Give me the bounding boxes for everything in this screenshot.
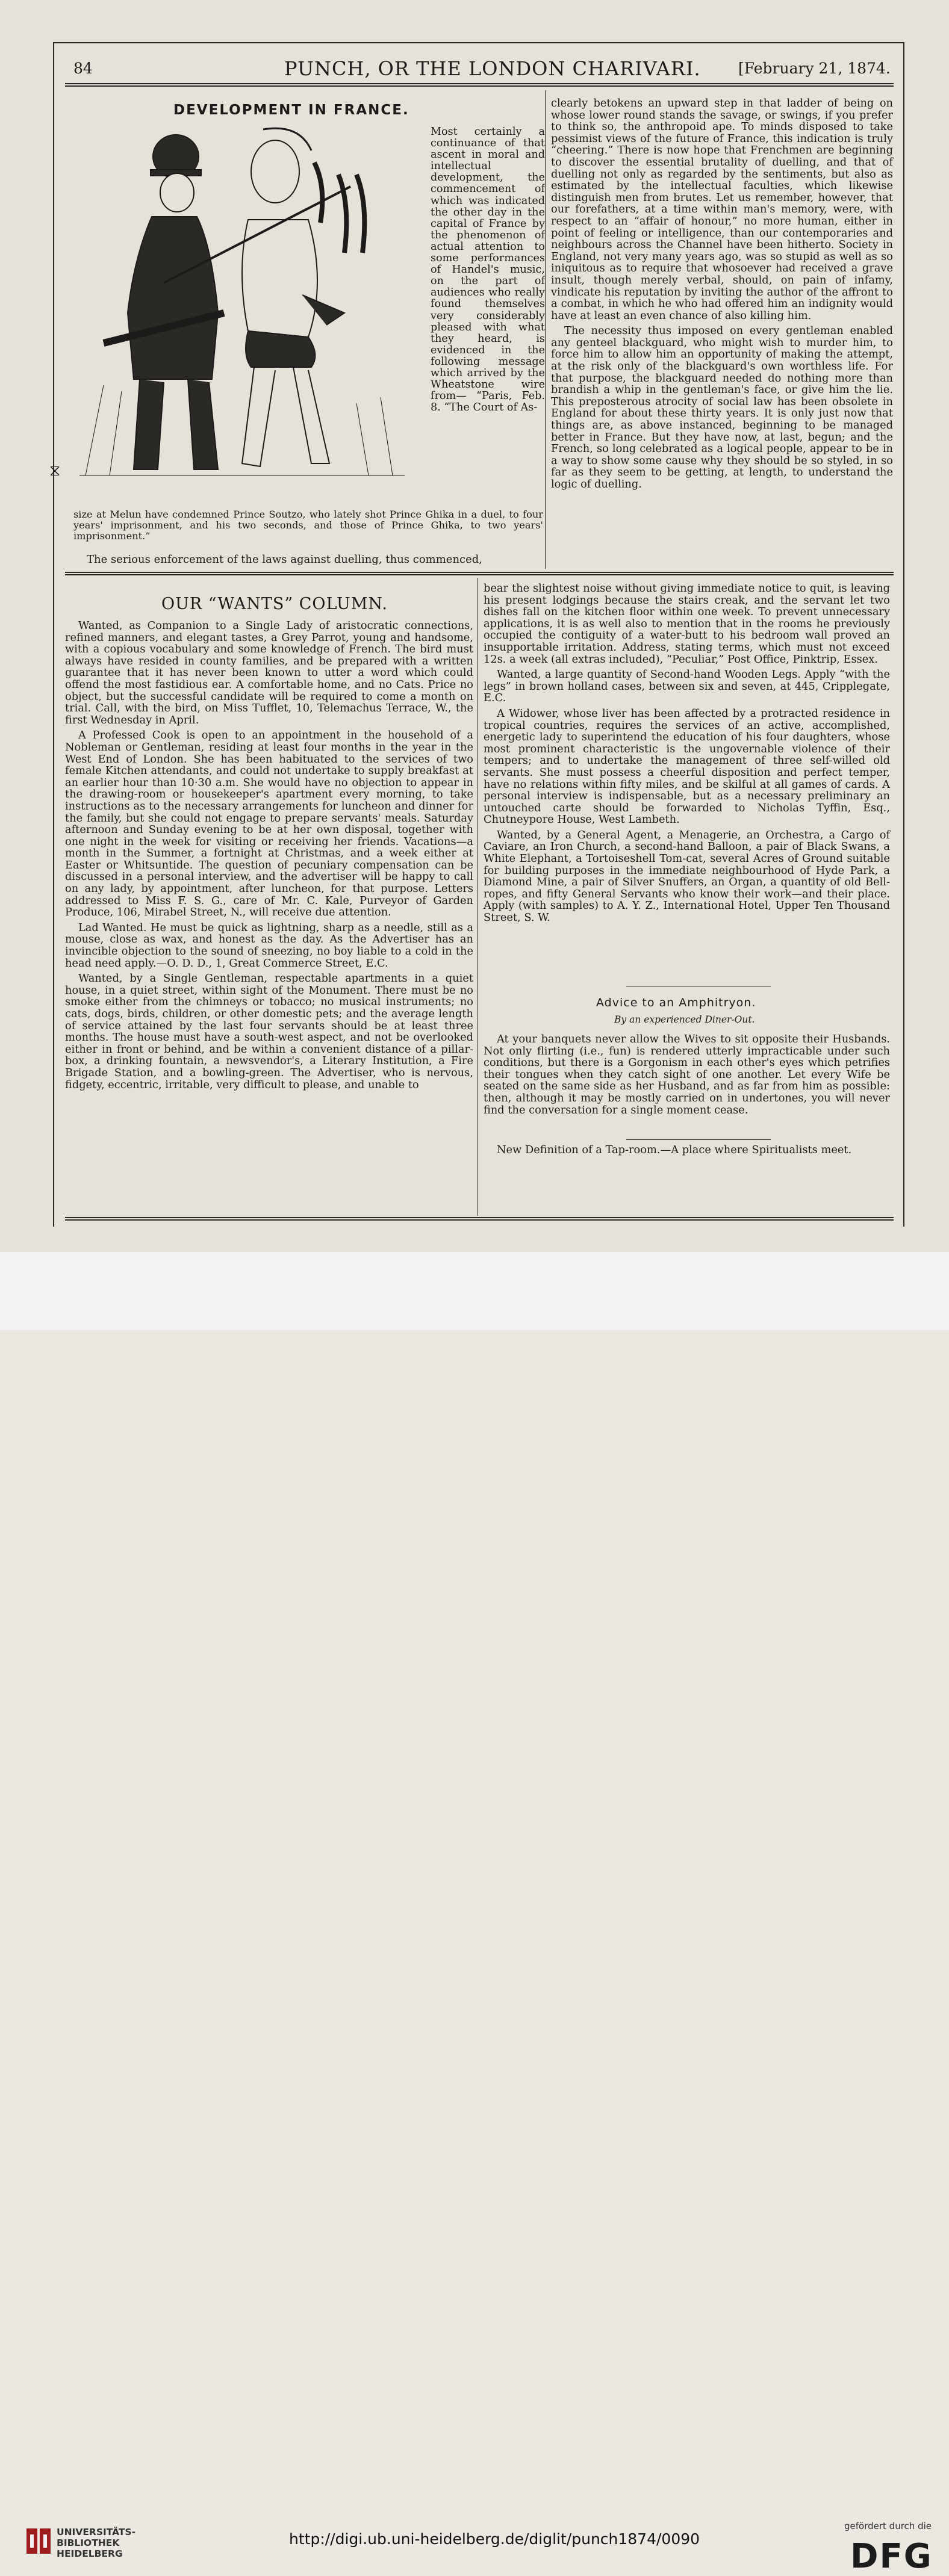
- advice-body: At your banquets never allow the Wives to sit opposite their Husbands. Not only flirting (i.e., fun) is rendered utterly impracticable under such conditions, but there is a Gorgonism in each other's eyes which petrifies their tongues when they catch sight of one another. Let every Wife be seated on the same side as her Husband, and as far from him as possible: then, although it may be mostly carried on in undertones, you will never find the conversation for a single moment cease.: [484, 1033, 890, 1116]
- short-rule-2: [626, 1139, 771, 1140]
- viewer-footer: [0, 1252, 949, 2576]
- ub-logo-icon: [25, 2526, 52, 2556]
- dfg-logo: DFG: [850, 2537, 933, 2576]
- section-rule: [65, 572, 894, 575]
- tap-room-definition: New Definition of a Tap-room.—A place where Spiritualists meet.: [497, 1144, 852, 1156]
- article-title-development: DEVELOPMENT IN FRANCE.: [173, 102, 409, 118]
- article-title-wants: OUR “WANTS” COLUMN.: [161, 595, 388, 613]
- ad-grey-parrot: Wanted, as Companion to a Single Lady of aristocratic connections, refined manners, and elegant tastes, a Grey Parrot, young and handsome, with a copious vocabulary and some knowledge of French. The bird must always have resided in county families, and be prepared with a written guarantee that it has never been known to utter a word which could offend the most fastidious ear. A comfortable home, and no Cats. Price no object, but the successful candidate will be required to come a month on trial. Call, with the bird, on Miss Tufflet, 10, Telemachus Terrace, W., the first Wednesday in April.: [65, 619, 473, 726]
- advice-byline: By an experienced Diner-Out.: [614, 1014, 755, 1025]
- masthead-title: PUNCH, OR THE LONDON CHARIVARI.: [284, 57, 701, 80]
- permalink-url[interactable]: http://digi.ub.uni-heidelberg.de/diglit/punch1874/0090: [289, 2530, 700, 2548]
- ad-general-agent: Wanted, by a General Agent, a Menagerie, an Orchestra, a Cargo of Caviare, an Iron Church, a second-hand Balloon, a pair of Black Swans, a White Elephant, a Tortoiseshell Tom-cat, several Acres of Ground suitable for building purposes in the immediate neighbourhood of Hyde Park, a Diamond Mine, a pair of Silver Snuffers, an Organ, a quantity of old Bell-ropes, and fifty General Servants who know their work—and their place. Apply (with samples) to A. Y. Z., International Hotel, Upper Ten Thousand Street, S. W.: [484, 828, 890, 924]
- development-column-text: Most certainly a continuance of that ascent in moral and intellectual development, the commencement of which was indicated the other day in the capital of France by the phenomenon of actual attention to some performances of Handel's music, on the part of audiences who really found themselves very considerably pleased with what they heard, is evidenced in the following message which arrived by the Wheatstone wire from— “Paris, Feb. 8. “The Court of As-: [431, 126, 545, 414]
- wants-left-column: [65, 620, 473, 1094]
- issue-date: [February 21, 1874.: [738, 60, 891, 77]
- right-border: [903, 42, 904, 1227]
- page-number: 84: [73, 60, 93, 77]
- ad-widower: A Widower, whose liver has been affected by a protracted residence in tropical countries, requires the services of an active, accomplished, energetic lady to superintend the education of his four daughters, whose most prominent characteristic is the ungovernable violence of their tempers; and to undertake the management of three self-willed old servants. She must possess a cheerful disposition and perfect temper, have no relations within fifty miles, and be skilful at all games of cards. A personal interview is indispensable, but as a necessary preliminary an untouched carte should be forwarded to Nicholas Tyffin, Esq., Chutneypore House, West Lambeth.: [484, 707, 890, 826]
- development-closing-line: The serious enforcement of the laws against duelling, thus commenced,: [87, 553, 483, 566]
- ad-wooden-legs: Wanted, a large quantity of Second-hand Wooden Legs. Apply “with the legs” in brown holland cases, between six and seven, at 445, Cripplegate, E.C.: [484, 668, 890, 705]
- newspaper-page: [0, 0, 949, 1252]
- svg-text:⧖: ⧖: [49, 462, 61, 480]
- left-border: [53, 42, 54, 1227]
- ad-professed-cook: A Professed Cook is open to an appointment in the household of a Nobleman or Gentleman, residing at least four months in the year in the West End of London. She has been habituated to the services of two female Kitchen attendants, and could not undertake to supply breakfast at an earlier hour than 10·30 a.m. She would have no objection to appear in the drawing-room or housekeeper's apartment every morning, to take instructions as to the necessary arrangements for luncheon and dinner for the family, but she could not engage to prepare servants' meals. Saturday afternoon and Sunday evening to be at her own disposal, together with one night in the week for visiting or receiving her friends. Vacations—a month in the Summer, a fortnight at Christmas, and a week either at Easter or Whitsuntide. The question of pecuniary compensation can be discussed in a personal interview, and the advertiser will be happy to call on any lady, by appointment, after luncheon, for that purpose. Letters addressed to Miss F. S. G., care of Mr. C. Kale, Purveyor of Garden Produce, 106, Mirabel Street, N., will receive due attention.: [65, 729, 473, 919]
- ad-single-gentleman: Wanted, by a Single Gentleman, respectable apartments in a quiet house, in a quiet street, within sight of the Monument. There must be no smoke either from the chimneys or tobacco; no musical instruments; no cats, dogs, birds, children, or other domestic pets; and the average length of service attained by the last four servants should be at least three months. The house must have a south-west aspect, and not be overlooked either in front or behind, and be within a convenient distance of a pillar-box, a drinking fountain, a newsvendor's, a Literary Institution, a Fire Brigade Station, and a bowling-green. The Advertiser, who is nervous, fidgety, eccentric, irritable, very difficult to please, and unable to: [65, 972, 473, 1091]
- article-title-advice: Advice to an Amphitryon.: [596, 996, 756, 1009]
- cartoon-illustration: [49, 114, 429, 506]
- header-rule: [65, 83, 894, 87]
- development-right-column: clearly betokens an upward step in that ladder of being on whose lower round stands the savage, or swings, if you prefer to think so, the anthropoid ape. To minds disposed to take pessimist views of the future of France, this indication is truly “cheering.” There is now hope that Frenchmen are beginning to discover the essential brutality of duelling, and that of duelling not only as regarded by the sentiments, but also as estimated by the intellectual faculties, which likewise distinguish men from brutes. Let us remember, however, that our forefathers, at a time within man's memory, were, with respect to an “affair of honour,” no more human, either in point of feeling or intelligence, than our contemporaries and neighbours across the Channel have been hitherto. Society in England, not very many years ago, was so stupid as well as so iniquitous as to require that whosoever had received a grave insult, though merely verbal, should, on pain of infamy, vindicate his reputation by inviting the author of the affront to a combat, in which he who had offered him an indignity would have at least an even chance of also killing him. The necessity thus imposed on every gentleman enabled any genteel blackguard, who might wish to murder him, to force him to allow him an opportunity of making the attempt, at the risk only of the blackguard's own worthless life. For that purpose, the blackguard needed do nothing more than brandish a whip in the gentleman's face, or give him the lie. This preposterous atrocity of social law has been obsolete in England for about these thirty years. It is only just now that things are, as above instanced, beginning to be managed better in France. But they have now, at last, begun; and the French, so long celebrated as a logical people, appear to be in a way to show some cause why they should be so styled, in so far as they seem to be getting, at length, to understand the logic of duelling.: [551, 97, 893, 491]
- column-divider: [545, 90, 546, 569]
- ad-lad-wanted: Lad Wanted. He must be quick as lightning, sharp as a needle, still as a mouse, close as wax, and honest as the day. As the Advertiser has an invincible objection to the sound of sneezing, no boy liable to a cold in the head need apply.—O. D. D., 1, Great Commerce Street, E.C.: [65, 921, 473, 970]
- wants-right-column: bear the slightest noise without giving immediate notice to quit, is leaving his present lodgings because the stairs creak, and the servant let two dishes fall on the kitchen floor within one week. To prevent unnecessary applications, it is as well also to mention that in the rooms he previously occupied the contiguity of a water-butt to his bedroom wall proved an insupportable irritation. Address, stating terms, which must not exceed 12s. a week (all extras included), “Peculiar,” Post Office, Pinktrip, Essex. Wanted, a large quantity of Second-hand Wooden Legs. Apply “with the legs” in brown holland cases, between six and seven, at 445, Cripplegate, E.C. A Widower, whose liver has been affected by a protracted residence in tropical countries, requires the services of an active, accomplished, energetic lady to superintend the education of his four daughters, whose most prominent characteristic is the ungovernable violence of their tempers; and to undertake the management of three self-willed old servants. She must possess a cheerful disposition and perfect temper, have no relations within fifty miles, and be skilful at all games of cards. A personal interview is indispensable, but as a necessary preliminary an untouched carte should be forwarded to Nicholas Tyffin, Esq., Chutneypore House, West Lambeth. Wanted, by a General Agent, a Menagerie, an Orchestra, a Cargo of Caviare, an Iron Church, a second-hand Balloon, a pair of Black Swans, a White Elephant, a Tortoiseshell Tom-cat, several Acres of Ground suitable for building purposes in the immediate neighbourhood of Hyde Park, a Diamond Mine, a pair of Silver Snuffers, an Organ, a quantity of old Bell-ropes, and fifty General Servants who know their work—and their place. Apply (with samples) to A. Y. Z., International Hotel, Upper Ten Thousand Street, S. W.: [484, 582, 890, 924]
- funding-caption: gefördert durch die: [844, 2521, 932, 2531]
- library-name: UNIVERSITÄTS- BIBLIOTHEK HEIDELBERG: [57, 2527, 136, 2559]
- development-quote: size at Melun have condemned Prince Soutzo, who lately shot Prince Ghika in a duel, to four years' imprisonment, and his two seconds, and those of Prince Ghika, to two years' imprisonment.”: [73, 509, 543, 542]
- bottom-rule: [65, 1217, 894, 1221]
- top-border: [53, 42, 904, 43]
